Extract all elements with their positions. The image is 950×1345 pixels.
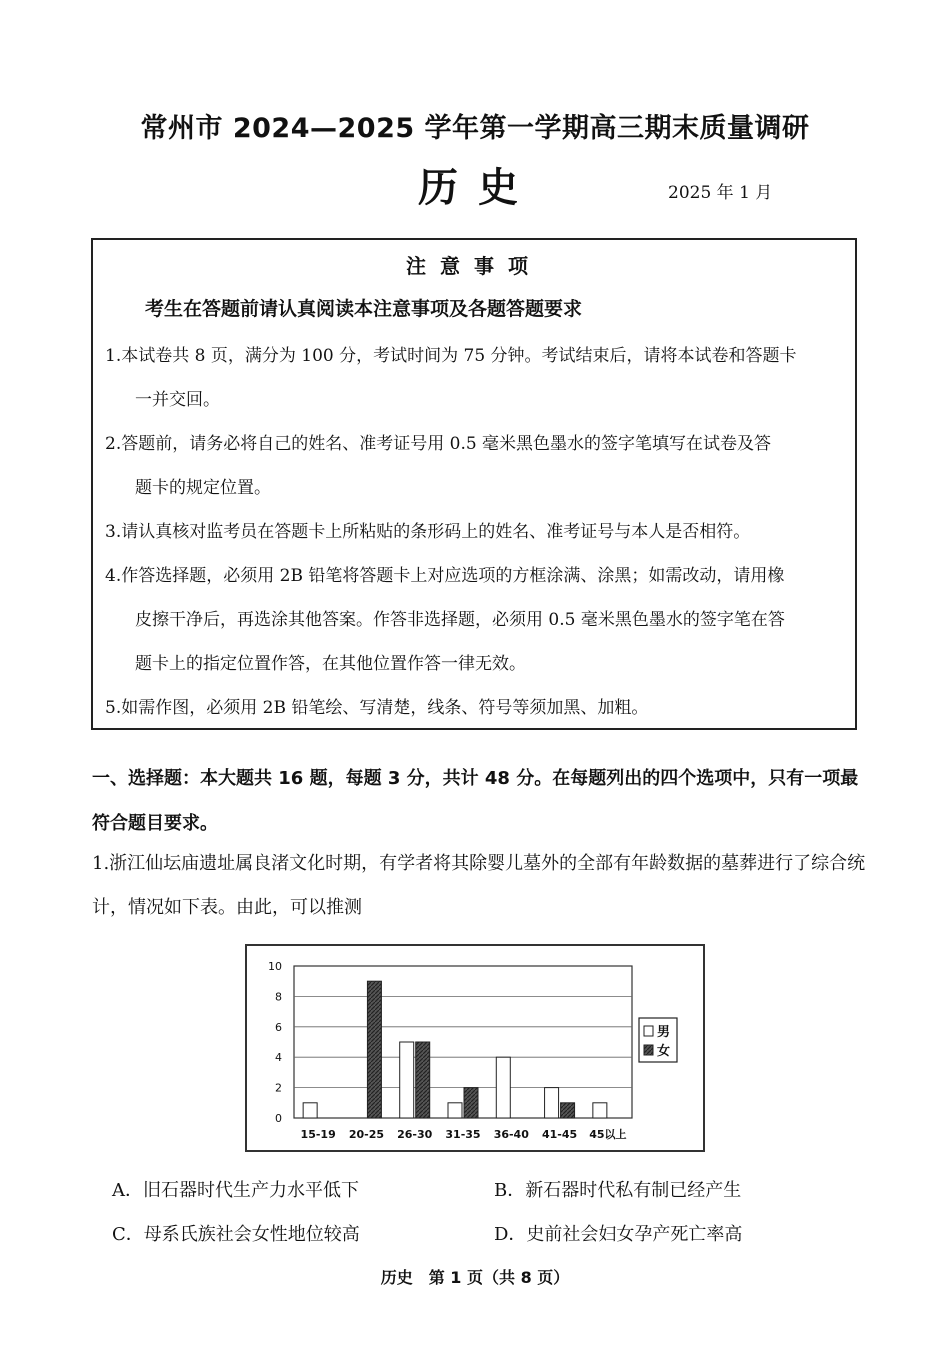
exam-title: 常州市 2024—2025 学年第一学期高三期末质量调研 xyxy=(140,113,810,144)
y-tick-label: 4 xyxy=(275,1051,282,1065)
notice-item-1 xyxy=(105,334,850,422)
legend-label-male: 男 xyxy=(657,1025,671,1040)
notice-item-1-line1: 1.本试卷共 8 页，满分为 100 分，考试时间为 75 分钟。考试结束后，请将本试卷和答题卡 xyxy=(105,346,797,366)
notice-item-4-line3: 题卡上的指定位置作答，在其他位置作答一律无效。 xyxy=(135,654,526,674)
x-tick-label: 26-30 xyxy=(397,1128,433,1141)
notice-item-5 xyxy=(105,686,850,730)
notice-title: 注意事项 xyxy=(406,254,542,278)
y-tick-label: 10 xyxy=(268,960,282,973)
age-distribution-chart xyxy=(247,946,703,1150)
bar-male xyxy=(593,1103,607,1118)
bar-male xyxy=(545,1088,559,1118)
x-tick-label: 31-35 xyxy=(445,1128,481,1141)
y-tick-label: 2 xyxy=(275,1081,282,1095)
bar-male xyxy=(303,1103,317,1118)
option-c[interactable]: C．母系氏族社会女性地位较高 xyxy=(112,1224,360,1245)
bar-female xyxy=(367,981,381,1118)
x-tick-label: 20-25 xyxy=(348,1128,385,1141)
notice-item-2 xyxy=(105,422,850,510)
x-tick-label: 36-40 xyxy=(493,1128,529,1141)
notice-item-4-line1: 4.作答选择题，必须用 2B 铅笔将答题卡上对应选项的方框涂满、涂黑；如需改动，请用橡 xyxy=(105,566,785,586)
legend-swatch-male xyxy=(644,1026,653,1036)
notice-item-1-line2: 一并交回。 xyxy=(135,390,220,410)
bar-male xyxy=(496,1057,510,1118)
y-tick-label: 8 xyxy=(275,990,282,1004)
notice-item-3 xyxy=(105,510,850,554)
chart-frame xyxy=(245,944,705,1152)
bar-female xyxy=(561,1103,575,1118)
exam-date: 2025 年 1 月 xyxy=(668,183,773,203)
notice-item-5-line1: 5.如需作图，必须用 2B 铅笔绘、写清楚，线条、符号等须加黑、加粗。 xyxy=(105,698,649,718)
y-tick-label: 0 xyxy=(275,1112,282,1125)
option-d[interactable]: D．史前社会妇女孕产死亡率高 xyxy=(494,1224,743,1245)
option-a[interactable]: A．旧石器时代生产力水平低下 xyxy=(112,1180,359,1201)
option-b[interactable]: B．新石器时代私有制已经产生 xyxy=(494,1180,742,1201)
notice-item-4-line2: 皮擦干净后，再选涂其他答案。作答非选择题，必须用 0.5 毫米黑色墨水的签字笔在答 xyxy=(135,610,785,630)
notice-item-2-line1: 2.答题前，请务必将自己的姓名、准考证号用 0.5 毫米黑色墨水的签字笔填写在试卷及答 xyxy=(105,434,772,454)
legend-swatch-female xyxy=(644,1045,653,1055)
bar-female xyxy=(416,1042,430,1118)
x-tick-label: 41-45 xyxy=(541,1128,578,1141)
notice-subtitle: 考生在答题前请认真阅读本注意事项及各题答题要求 xyxy=(145,298,583,320)
x-tick-label: 15-19 xyxy=(300,1128,336,1141)
question-1-stem: 1.浙江仙坛庙遗址属良渚文化时期，有学者将其除婴儿墓外的全部有年龄数据的墓葬进行了综合统计，情况如下表。由此，可以推测 xyxy=(92,853,866,918)
notice-item-4 xyxy=(105,554,850,686)
subject-title: 历史 xyxy=(418,165,538,211)
bar-male xyxy=(400,1042,414,1118)
section-heading: 一、选择题：本大题共 16 题，每题 3 分，共计 48 分。在每题列出的四个选项中，只有一项最符合题目要求。 xyxy=(92,768,859,834)
plot-area xyxy=(294,966,632,1118)
bar-male xyxy=(448,1103,462,1118)
legend-label-female: 女 xyxy=(657,1044,671,1059)
page-footer: 历史 第 1 页（共 8 页） xyxy=(380,1268,570,1287)
notice-item-2-line2: 题卡的规定位置。 xyxy=(135,478,271,498)
y-tick-label: 6 xyxy=(275,1020,282,1034)
notice-box xyxy=(91,238,857,730)
bar-female xyxy=(464,1088,478,1118)
x-tick-label: 45以上 xyxy=(589,1128,627,1141)
notice-item-3-line1: 3.请认真核对监考员在答题卡上所粘贴的条形码上的姓名、准考证号与本人是否相符。 xyxy=(105,522,751,542)
